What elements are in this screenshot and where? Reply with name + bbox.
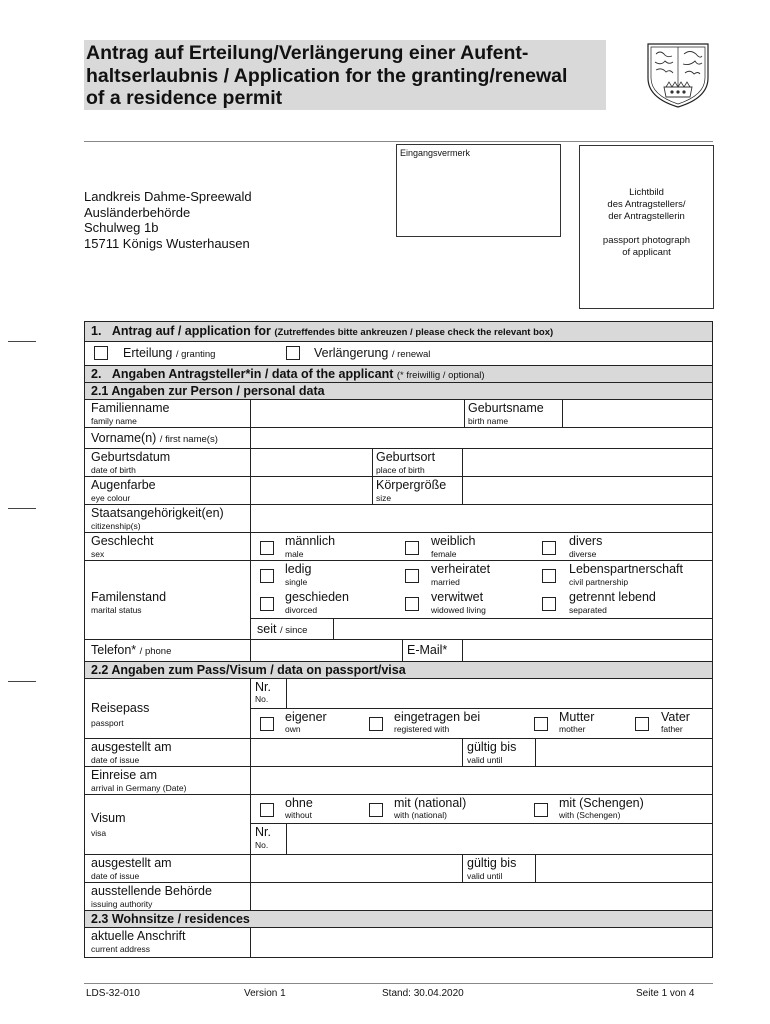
section-title: 2.3 Wohnsitze / residences xyxy=(91,912,250,926)
passport-issue-date-input[interactable] xyxy=(251,739,462,766)
granting-label-en: / granting xyxy=(175,349,216,360)
granting-label: Erteilung xyxy=(123,346,173,360)
passport-father-label-en: father xyxy=(661,724,683,734)
photo-label: Lichtbild xyxy=(629,187,664,198)
visa-issued-label: ausgestellt am xyxy=(91,856,172,870)
partnership-label-en: civil partnership xyxy=(569,577,629,587)
visa-national-label-en: with (national) xyxy=(394,810,447,820)
visa-valid-label-en: valid until xyxy=(467,871,503,881)
pob-label-en: place of birth xyxy=(376,465,425,475)
section-title: 2.2 Angaben zum Pass/Visum / data on passport/visa xyxy=(91,663,406,677)
passport-no-label: No. xyxy=(255,694,269,704)
section-2-header xyxy=(84,366,713,383)
single-label: ledig xyxy=(285,562,312,576)
address-line: 15711 Königs Wusterhausen xyxy=(84,235,250,251)
visa-row xyxy=(84,795,713,855)
married-checkbox[interactable] xyxy=(405,569,419,583)
eye-colour-input[interactable] xyxy=(251,477,372,504)
birth-row xyxy=(84,449,713,477)
issuing-authority-label: ausstellende Behörde xyxy=(91,884,212,898)
section-hint: (Zutreffendes bitte ankreuzen / please check the relevant box) xyxy=(274,327,554,338)
female-label: weiblich xyxy=(431,534,476,548)
citizenship-input[interactable] xyxy=(251,505,712,532)
visa-national-checkbox[interactable] xyxy=(369,803,383,817)
passport-mother-label: Mutter xyxy=(559,710,595,724)
page-number: Seite 1 von 4 xyxy=(636,988,695,999)
contact-row xyxy=(84,640,713,662)
current-address-row xyxy=(84,928,713,958)
form-code: LDS-32-010 xyxy=(86,988,140,999)
diverse-checkbox[interactable] xyxy=(542,541,556,555)
female-checkbox[interactable] xyxy=(405,541,419,555)
receipt-stamp-box xyxy=(396,144,561,237)
visa-valid-label: gültig bis xyxy=(467,856,517,870)
passport-registered-label: eingetragen bei xyxy=(394,710,481,724)
divorced-label: geschieden xyxy=(285,590,349,604)
passport-mother-label-en: mother xyxy=(559,724,586,734)
section-title: 2.1 Angaben zur Person / personal data xyxy=(91,384,325,398)
photo-label: of applicant xyxy=(622,247,671,258)
arrival-label-en: arrival in Germany (Date) xyxy=(91,783,187,793)
passport-father-label: Vater xyxy=(661,710,690,724)
sex-label-en: sex xyxy=(91,549,105,559)
separated-label-en: separated xyxy=(569,605,607,615)
issuing-authority-row xyxy=(84,883,713,911)
eye-size-row xyxy=(84,477,713,505)
passport-number-input[interactable] xyxy=(287,679,712,708)
current-address-input[interactable] xyxy=(251,928,712,957)
divorced-label-en: divorced xyxy=(285,605,318,615)
phone-label-en: / phone xyxy=(139,646,172,657)
section-2-2-header xyxy=(84,662,713,679)
header-divider xyxy=(84,141,713,142)
pob-input[interactable] xyxy=(463,449,712,476)
photo-label: des Antragstellers/ xyxy=(607,199,686,210)
male-label-en: male xyxy=(285,549,304,559)
current-address-label: aktuelle Anschrift xyxy=(91,929,186,943)
section-hint: (* freiwillig / optional) xyxy=(396,370,485,381)
dob-label-en: date of birth xyxy=(91,465,136,475)
form-version: Version 1 xyxy=(244,988,286,999)
fold-mark xyxy=(8,341,36,342)
visa-national-label: mit (national) xyxy=(394,796,467,810)
widowed-label: verwitwet xyxy=(431,590,484,604)
visa-nr-label: Nr. xyxy=(255,825,271,839)
address-line: Ausländerbehörde xyxy=(84,204,191,220)
passport-nr-label: Nr. xyxy=(255,680,271,694)
since-label-en: / since xyxy=(279,625,308,636)
section-2-1-header xyxy=(84,383,713,400)
citizenship-row xyxy=(84,505,713,533)
passport-issue-row xyxy=(84,739,713,767)
arrival-date-input[interactable] xyxy=(251,767,712,794)
female-label-en: female xyxy=(431,549,457,559)
marital-status-label-en: marital status xyxy=(91,605,142,615)
passport-valid-label: gültig bis xyxy=(467,740,517,754)
citizenship-label: Staatsangehörigkeit(en) xyxy=(91,506,224,520)
passport-row xyxy=(84,679,713,739)
current-address-label-en: current address xyxy=(91,944,151,954)
application-type-row xyxy=(84,342,713,366)
page-title: Antrag auf Erteilung/Verlängerung einer Aufent- haltserlaubnis / Application for the granting/renewal of a residence permit xyxy=(86,42,568,109)
married-label: verheiratet xyxy=(431,562,491,576)
passport-issued-label: ausgestellt am xyxy=(91,740,172,754)
granting-checkbox[interactable] xyxy=(94,346,108,360)
family-name-input[interactable] xyxy=(251,400,464,427)
single-checkbox[interactable] xyxy=(260,569,274,583)
authority-address xyxy=(84,189,252,251)
passport-label: Reisepass xyxy=(91,701,150,715)
married-label-en: married xyxy=(431,577,460,587)
passport-label-en: passport xyxy=(91,718,124,728)
family-name-label: Familienname xyxy=(91,401,170,415)
visa-number-input[interactable] xyxy=(287,824,712,854)
passport-own-label-en: own xyxy=(285,724,301,734)
passport-valid-label-en: valid until xyxy=(467,755,503,765)
visa-issue-row xyxy=(84,855,713,883)
issuing-authority-input[interactable] xyxy=(251,883,712,910)
coat-of-arms-icon xyxy=(642,40,714,110)
diverse-label: divers xyxy=(569,534,603,548)
visa-label-en: visa xyxy=(91,828,107,838)
sex-row xyxy=(84,533,713,561)
sex-label: Geschlecht xyxy=(91,534,154,548)
section-1-header xyxy=(84,321,713,342)
marital-since-input[interactable] xyxy=(334,619,712,639)
birth-name-input[interactable] xyxy=(563,400,712,427)
arrival-label: Einreise am xyxy=(91,768,157,782)
eye-colour-label-en: eye colour xyxy=(91,493,131,503)
eye-colour-label: Augenfarbe xyxy=(91,478,156,492)
passport-own-checkbox[interactable] xyxy=(260,717,274,731)
visa-schengen-checkbox[interactable] xyxy=(534,803,548,817)
renewal-label-en: / renewal xyxy=(391,349,431,360)
dob-label: Geburtsdatum xyxy=(91,450,171,464)
birth-name-label-en: birth name xyxy=(468,416,509,426)
visa-label: Visum xyxy=(91,811,126,825)
passport-photo-box xyxy=(579,145,714,309)
widowed-label-en: widowed living xyxy=(431,605,486,615)
passport-father-checkbox[interactable] xyxy=(635,717,649,731)
passport-issued-label-en: date of issue xyxy=(91,755,140,765)
visa-no-label: No. xyxy=(255,840,269,850)
first-name-input[interactable] xyxy=(251,428,712,448)
photo-label: passport photograph xyxy=(602,235,691,246)
phone-label: Telefon* xyxy=(91,643,137,657)
pob-label: Geburtsort xyxy=(376,450,436,464)
marital-status-label: Familenstand xyxy=(91,590,167,604)
visa-without-label: ohne xyxy=(285,796,313,810)
male-label: männlich xyxy=(285,534,336,548)
address-line: Landkreis Dahme-Spreewald xyxy=(84,189,252,204)
first-name-label: Vorname(n) xyxy=(91,431,157,445)
family-name-label-en: family name xyxy=(91,416,137,426)
photo-label: der Antragstellerin xyxy=(608,211,685,222)
partnership-label: Lebenspartnerschaft xyxy=(569,562,683,576)
first-name-row xyxy=(84,428,713,449)
single-label-en: single xyxy=(285,577,308,587)
size-label: Körpergröße xyxy=(376,478,447,492)
divorced-checkbox[interactable] xyxy=(260,597,274,611)
male-checkbox[interactable] xyxy=(260,541,274,555)
size-input[interactable] xyxy=(463,477,712,504)
section-number: 1. xyxy=(91,324,102,338)
passport-mother-checkbox[interactable] xyxy=(534,717,548,731)
first-name-label-en: / first name(s) xyxy=(159,434,218,445)
passport-own-label: eigener xyxy=(285,710,327,724)
visa-issued-label-en: date of issue xyxy=(91,871,140,881)
application-form xyxy=(84,321,713,958)
fold-mark xyxy=(8,681,36,682)
receipt-stamp-label: Eingangsvermerk xyxy=(400,148,471,158)
section-number: 2. xyxy=(91,367,102,381)
visa-schengen-label-en: with (Schengen) xyxy=(559,810,621,820)
footer-divider xyxy=(84,983,713,984)
passport-registered-label-en: registered with xyxy=(394,724,450,734)
birth-name-label: Geburtsname xyxy=(468,401,544,415)
visa-without-checkbox[interactable] xyxy=(260,803,274,817)
marital-status-row xyxy=(84,561,713,640)
separated-label: getrennt lebend xyxy=(569,590,656,604)
diverse-label-en: diverse xyxy=(569,549,597,559)
section-title: Angaben Antragsteller*in / data of the applicant xyxy=(111,367,394,381)
since-label: seit xyxy=(257,622,277,636)
size-label-en: size xyxy=(376,493,392,503)
visa-without-label-en: without xyxy=(285,810,312,820)
renewal-checkbox[interactable] xyxy=(286,346,300,360)
passport-registered-checkbox[interactable] xyxy=(369,717,383,731)
form-date: Stand: 30.04.2020 xyxy=(382,988,464,999)
citizenship-label-en: citizenship(s) xyxy=(91,521,141,531)
fold-mark xyxy=(8,508,36,509)
phone-input[interactable] xyxy=(251,640,402,661)
issuing-authority-label-en: issuing authority xyxy=(91,899,153,909)
email-label: E-Mail* xyxy=(407,643,448,657)
section-title: Antrag auf / application for xyxy=(111,324,271,338)
dob-input[interactable] xyxy=(251,449,372,476)
separated-checkbox[interactable] xyxy=(542,597,556,611)
address-line: Schulweg 1b xyxy=(84,220,159,235)
renewal-label: Verlängerung xyxy=(314,346,389,360)
email-input[interactable] xyxy=(463,640,712,661)
passport-valid-date-input[interactable] xyxy=(536,739,712,766)
family-name-row xyxy=(84,400,713,428)
widowed-checkbox[interactable] xyxy=(405,597,419,611)
arrival-row xyxy=(84,767,713,795)
partnership-checkbox[interactable] xyxy=(542,569,556,583)
section-2-3-header xyxy=(84,911,713,928)
visa-valid-date-input[interactable] xyxy=(536,855,712,882)
visa-issue-date-input[interactable] xyxy=(251,855,462,882)
visa-schengen-label: mit (Schengen) xyxy=(559,796,644,810)
